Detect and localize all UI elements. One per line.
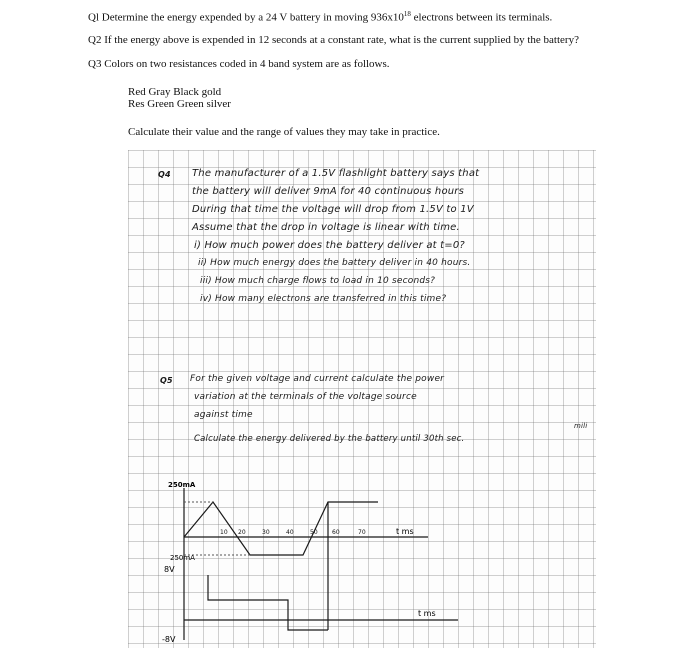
q4-line-5: i) How much power does the battery deliver at t=0? [194,240,465,251]
handwritten-grid-sheet [128,150,596,648]
question-1-text: Ql Determine the energy expended by a 24 V battery in moving 936x10 [88,11,404,24]
question-2: Q2 If the energy above is expended in 12 seconds at a constant rate, what is the current supplied by the battery? [88,34,579,46]
voltage-current-graph [128,150,596,648]
tick-20: 20 [238,529,246,536]
question-1-exponent: 18 [403,10,411,18]
current-top-label: 250mA [168,481,196,489]
current-waveform [184,502,378,555]
milli-note: mili [574,422,588,430]
time-axis-label-bottom: t ms [418,609,436,618]
tick-30: 30 [262,529,270,536]
question-1 [88,10,552,24]
resistor-bands [128,86,231,110]
q5-tag: Q5 [160,376,173,385]
question-3: Q3 Colors on two resistances coded in 4 band system are as follows. [88,58,390,70]
resistor-2-bands: Res Green Green silver [128,98,231,110]
tick-10: 10 [220,529,228,536]
current-bottom-label: 250mA [170,554,195,562]
q5-line-4: Calculate the energy delivered by the battery until 30th sec. [194,434,465,444]
q4-line-4: Assume that the drop in voltage is linear with time. [192,222,460,233]
calculate-instruction: Calculate their value and the range of values they may take in practice. [128,126,440,138]
q4-line-1: The manufacturer of a 1.5V flashlight battery says that [192,168,480,179]
question-1-tail: electrons between its terminals. [410,11,553,24]
voltage-top-label: 8V [164,565,175,574]
q4-line-2: the battery will deliver 9mA for 40 continuous hours [192,186,465,197]
time-axis-label-top: t ms [396,527,414,536]
q4-line-8: iv) How many electrons are transferred in this time? [200,294,447,304]
q4-line-7: iii) How much charge flows to load in 10 seconds? [200,276,436,286]
q4-tag: Q4 [158,170,171,179]
tick-60: 60 [332,529,340,536]
tick-70: 70 [358,529,366,536]
q5-line-1: For the given voltage and current calculate the power [190,374,445,384]
q5-line-2: variation at the terminals of the voltage source [194,392,417,402]
tick-40: 40 [286,529,294,536]
tick-50: 50 [310,529,318,536]
resistor-1-bands: Red Gray Black gold [128,86,222,98]
q4-line-6: ii) How much energy does the battery deliver in 40 hours. [198,258,471,268]
q5-line-3: against time [194,410,253,420]
q4-line-3: During that time the voltage will drop from 1.5V to 1V [192,204,474,215]
voltage-waveform [208,575,328,630]
voltage-bottom-label: -8V [162,635,176,644]
